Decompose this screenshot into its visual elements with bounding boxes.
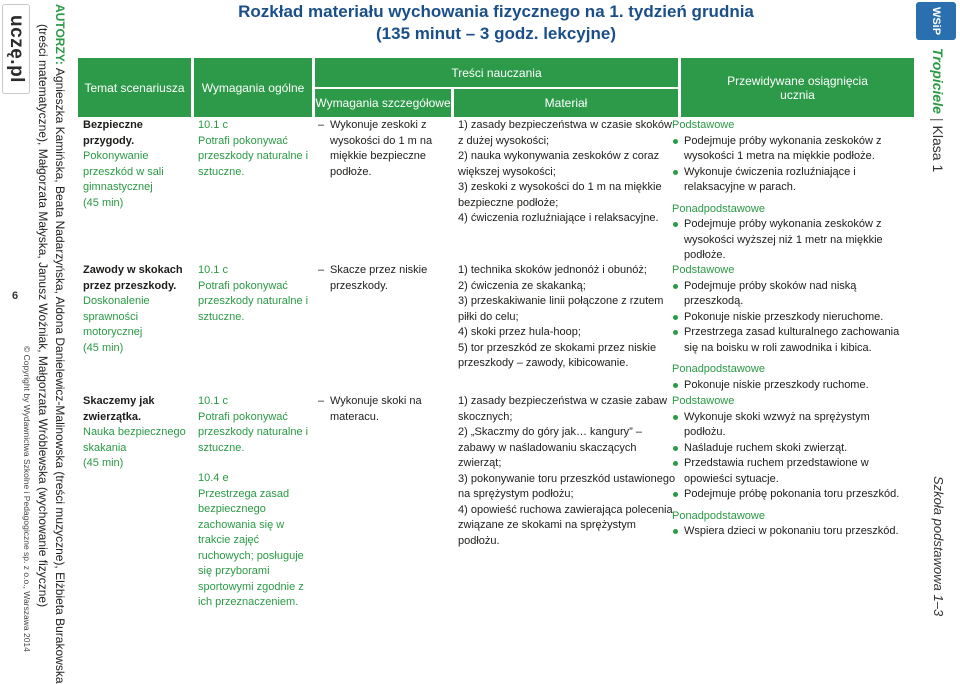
material-item: 4) opowieść ruchowa zawierająca polecenia związane ze skokami na sprężystym podłożu. [458,503,673,547]
row1-topic [83,118,187,211]
school-level: Szkoła podstawowa 1–3 [931,476,946,617]
material-item: 2) ćwiczenia ze skakanką; [458,279,586,292]
topic-desc: Pokonywanie przeszkód w sali gimnastycznej [83,150,164,193]
material-item: 4) skoki przez hula-hoop; [458,326,581,338]
detailed-item: – Wykonuje skoki na materacu. [318,394,450,425]
row3-general [198,394,310,611]
row1-general [198,118,310,180]
requirement-code: 10.4 e [198,472,229,484]
detailed-item: – Wykonuje zeskoki z wysokości do 1 m na miękkie bezpieczne podłoże. [318,118,450,180]
topic-title: Zawody w skokach przez przeszkody. [83,264,183,292]
page-title: Rozkład materiału wychowania fizycznego na 1. tydzień grudnia [238,2,754,21]
authors-label: AUTORZY: [53,4,67,65]
outcome-item: Podejmuje próby wykonania zeskoków z wysokości wyższej niż 1 metr na miękkie podłoże. [672,217,912,264]
authors-line-2: (treści matematyczne), Małgorzata Małyska, Janusz Woźniak, Małgorzata Wróblewska (wychowanie fizyczne) [36,24,50,608]
outcome-item: Podejmuje próby wykonania zeskoków z wysokości 1 metra na miękkie podłoże. [672,134,912,165]
topic-desc: Doskonalenie sprawności motorycznej [83,295,150,338]
material-item: 2) nauka wykonywania zeskoków z coraz większej wysokości; [458,150,660,178]
topic-time: (45 min) [83,196,124,209]
row2-general [198,263,310,325]
requirement-code: 10.1 c [198,264,228,276]
series-grade: Klasa 1 [930,125,946,173]
row2-detailed [318,263,450,294]
publisher-logo [2,4,30,94]
material-item: 3) przeskakiwanie linii połączone z rzutem piłki do celu; [458,295,664,323]
advanced-label: Ponadpodstawowe [672,202,765,215]
topic-title: Bezpieczne przygody. [83,119,143,147]
requirement-code: 10.1 c [198,395,228,407]
row1-detailed [318,118,450,180]
material-item: 3) pokonywanie toru przeszkód ustawionego na sprężystym podłożu; [458,472,676,500]
outcome-item: Pokonuje niskie przeszkody nieruchome. [672,310,912,326]
left-margin-strip [0,0,76,684]
row2-topic [83,263,187,356]
authors-text-1: Agnieszka Kamińska, Beata Nadarzyńska, Aldona Danielewicz-Malinowska (treści muzyczne), Elżbieta Burakowska [53,67,67,684]
header-topic: Temat scenariusza [78,58,191,117]
advanced-label: Ponadpodstawowe [672,363,765,375]
header-outcomes: Przewidywane osiągnięcia ucznia [681,58,914,117]
material-item: 1) zasady bezpieczeństwa w czasie skoków z dużej wysokości; [458,119,672,147]
requirement-text: Potrafi pokonywać przeszkody naturalne i sztuczne. [198,279,309,323]
wsip-text: WSiP [930,6,942,36]
header-detailed: Wymagania szczegółowe [315,89,451,117]
advanced-label: Ponadpodstawowe [672,509,765,522]
topic-desc: Nauka bezpiecznego skakania [83,426,186,454]
copyright-notice: © Copyright by Wydawnictwa Szkolne i Pedagogiczne sp. z o.o., Warszawa 2014 [22,346,32,652]
row2-material [458,263,676,372]
material-item: 1) technika skoków jednonóż i obunóż; [458,264,647,276]
material-item: 5) tor przeszkód ze skokami przez niskie przeszkody – zawody, kibicowanie. [458,341,657,369]
header-content: Treści nauczania [315,58,678,87]
basic-label: Podstawowe [672,264,735,276]
topic-time: (45 min) [83,341,124,354]
requirement-text: Potrafi pokonywać przeszkody naturalne i sztuczne. [198,134,309,178]
row3-topic [83,394,187,472]
requirement-text: Potrafi pokonywać przeszkody naturalne i sztuczne. [198,410,309,454]
outcome-item: Przedstawia ruchem przedstawione w opowieści sytuacje. [672,456,912,487]
material-item: 4) ćwiczenia rozluźniające i relaksacyjne. [458,212,659,224]
requirement-text: Przestrzega zasad bezpiecznego zachowania się w trakcie zajęć ruchowych; posługuje się przyborami sportowymi zgodnie z ich przeznaczeniem. [198,487,304,608]
series-separator: | [930,117,946,122]
outcome-item: Wykonuje skoki wzwyż na sprężystym podłożu. [672,410,912,441]
outcome-item: Wykonuje ćwiczenia rozluźniające i relaksacyjne w parach. [672,165,912,196]
series-name: Tropiciele [930,48,946,114]
basic-label: Podstawowe [672,119,735,131]
outcome-item: Naśladuje ruchem skoki zwierząt. [672,441,912,457]
row1-outcomes [672,118,912,264]
basic-label: Podstawowe [672,395,735,407]
detailed-item: – Skacze przez niskie przeszkody. [318,263,450,294]
header-general: Wymagania ogólne [194,58,312,117]
authors-line-1 [53,4,67,684]
row3-outcomes [672,394,912,540]
page-subtitle: (135 minut – 3 godz. lekcyjne) [376,24,616,43]
outcome-item: Podejmuje próbę pokonania toru przeszkód. [672,487,912,503]
material-item: 1) zasady bezpieczeństwa w czasie zabaw skocznych; [458,395,668,423]
outcome-item: Wspiera dzieci w pokonaniu toru przeszkód. [672,524,912,540]
topic-time: (45 min) [83,457,124,469]
outcome-item: Pokonuje niskie przeszkody ruchome. [672,378,912,394]
topic-title: Skaczemy jak zwierzątka. [83,395,155,423]
header-material: Materiał [454,89,678,117]
material-item: 2) „Skaczmy do góry jak… kangury” – zabawy w naśladowaniu skaczących zwierząt; [458,426,643,469]
row3-detailed [318,394,450,425]
row1-material [458,118,676,227]
outcome-item: Przestrzega zasad kulturalnego zachowania się na boisku w roli zawodnika i kibica. [672,325,912,356]
wsip-badge [916,2,956,40]
row2-outcomes [672,263,912,393]
material-item: 3) zeskoki z wysokości do 1 m na miękkie bezpieczne podłoże; [458,181,662,209]
logo-text: uczę.pl [6,15,27,83]
page-number: 6 [12,290,19,302]
series-label [930,48,946,172]
requirement-code: 10.1 c [198,119,228,131]
row3-material [458,394,676,549]
outcome-item: Podejmuje próby skoków nad niską przeszkodą. [672,279,912,310]
